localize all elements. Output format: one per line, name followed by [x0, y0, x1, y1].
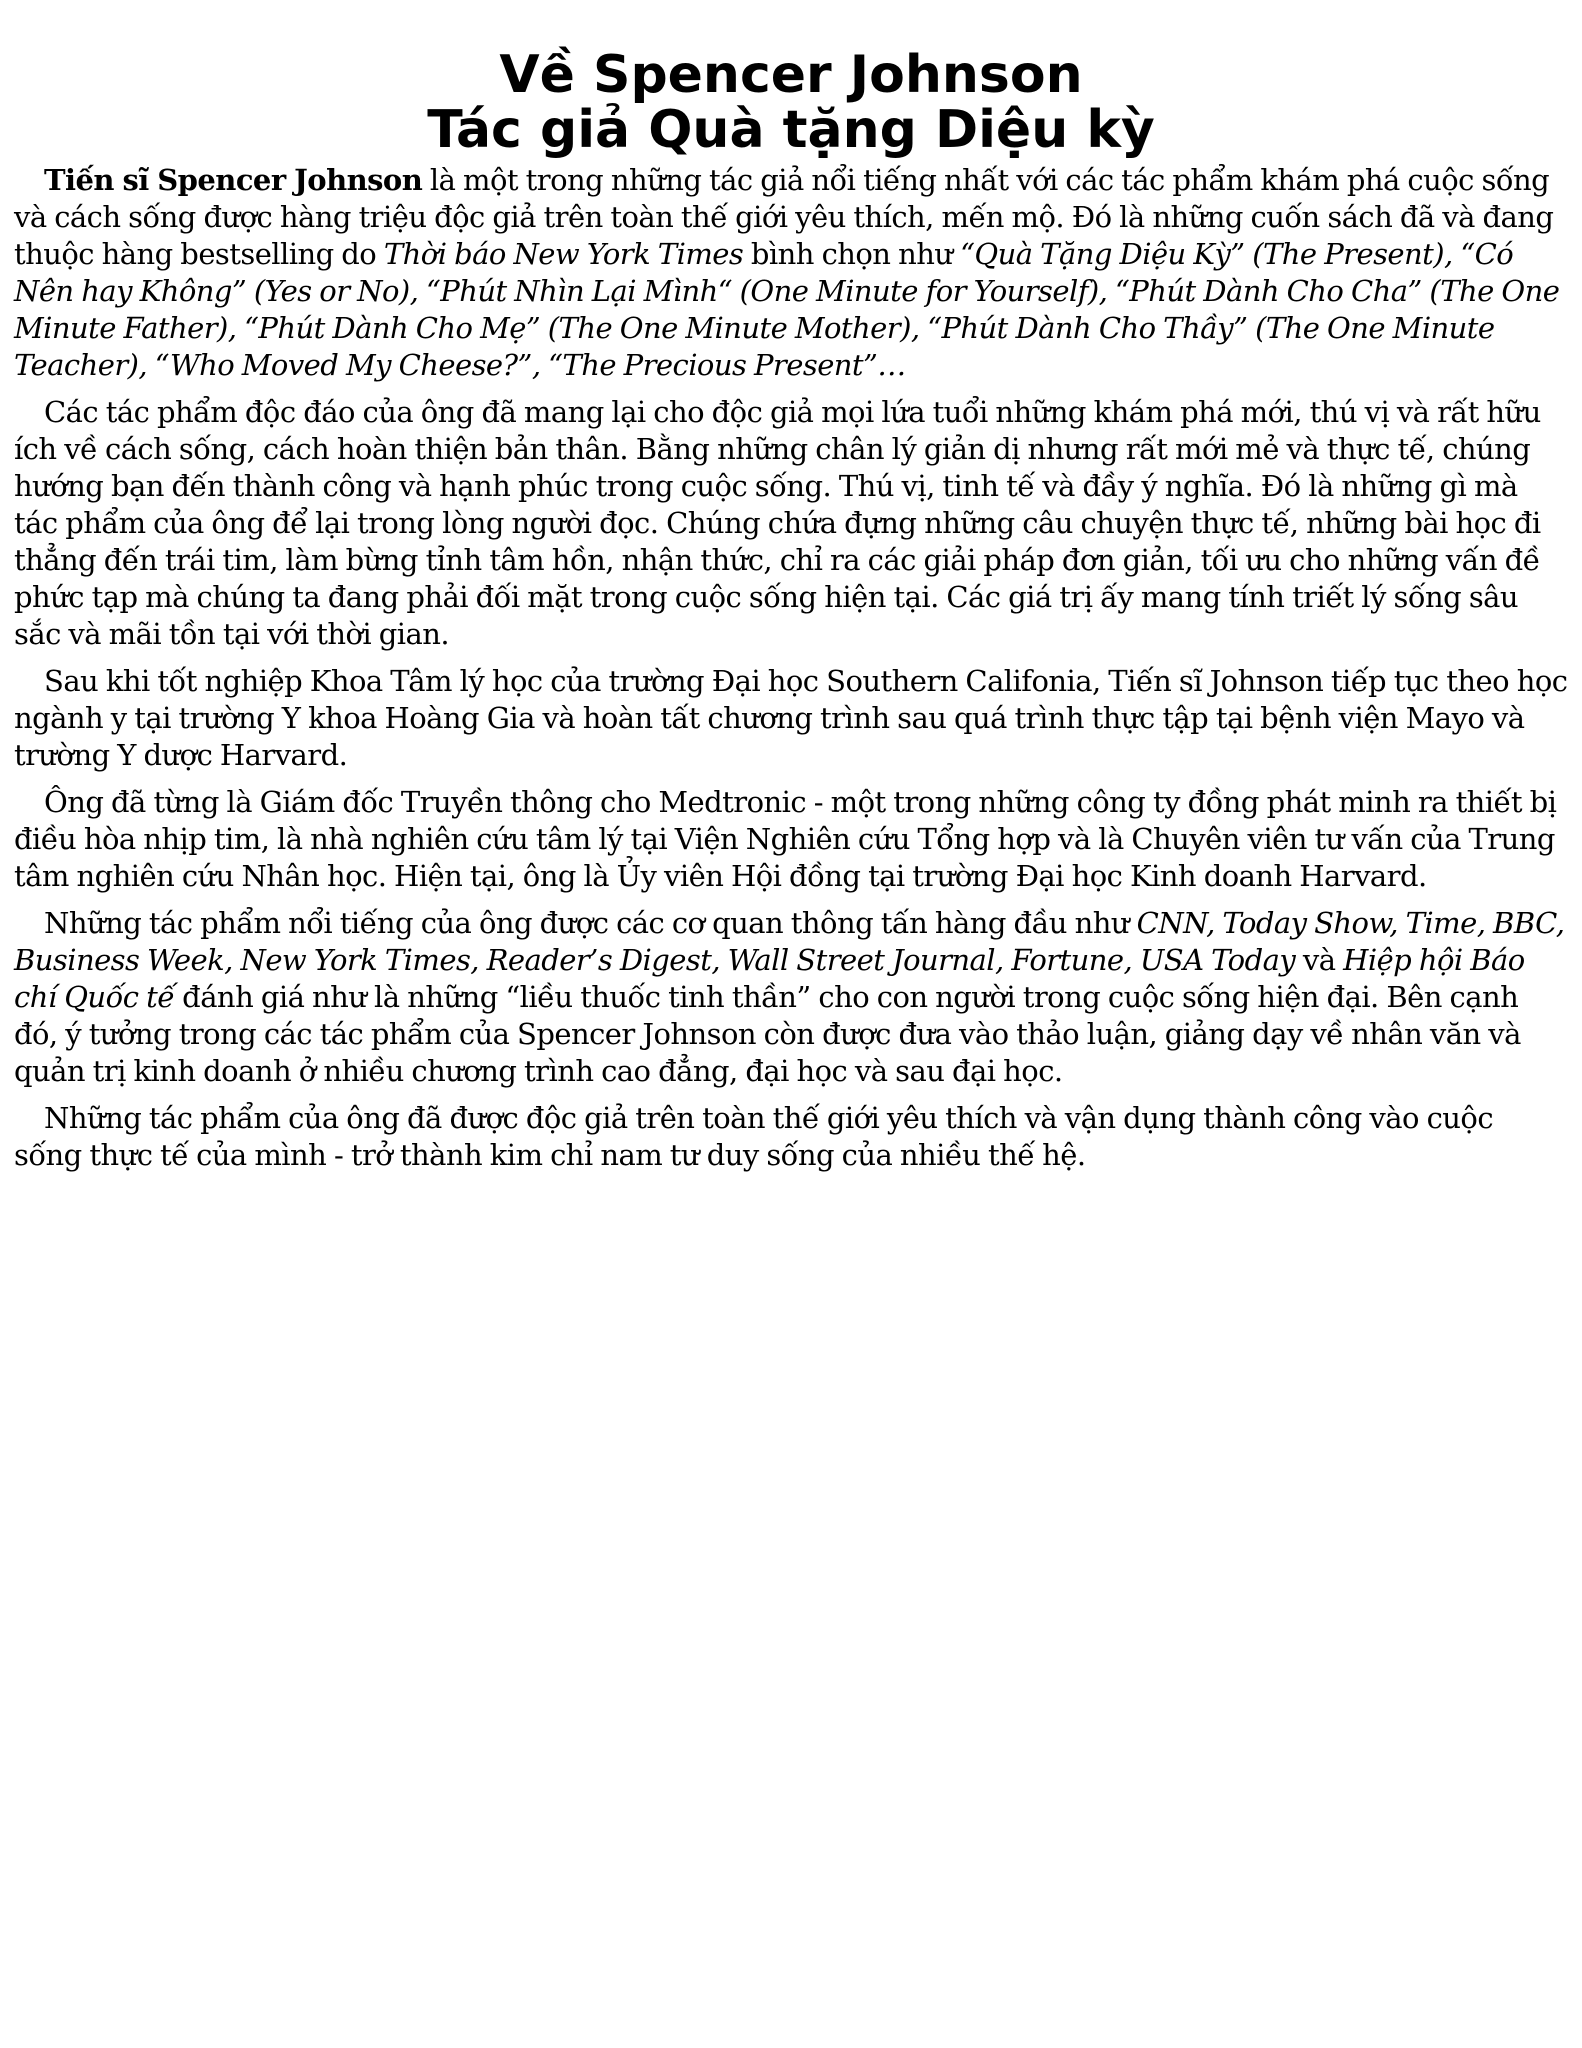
- paragraph-5-text-c: đánh giá như là những “liều thuốc tinh thần” cho con người trong cuộc sống hiện đại. Bên cạnh đó, ý tưởng trong các tác phẩm của Spencer Johnson còn được đưa vào thảo luận, giảng dạy về nhân văn và quản trị kinh doanh ở nhiều chương trình cao đẳng, đại học và sau đại học.: [14, 980, 1521, 1088]
- title-line-1: Về Spencer Johnson: [499, 45, 1083, 105]
- page-title: [14, 45, 1568, 160]
- paragraph-5: [14, 905, 1568, 1090]
- paragraph-1-text-a: là một trong những tác giả nổi tiếng nhất với các tác phẩm khám phá cuộc sống và cách sống được hàng triệu độc giả trên toàn thế giới yêu thích, mến mộ. Đó là những cuốn sách đã và đang thuộc hàng bestselling do: [14, 163, 1554, 271]
- paragraph-5-text-a: Những tác phẩm nổi tiếng của ông được các cơ quan thông tấn hàng đầu như: [44, 906, 1137, 940]
- paragraph-2: Các tác phẩm độc đáo của ông đã mang lại cho độc giả mọi lứa tuổi những khám phá mới, thú vị và rất hữu ích về cách sống, cách hoàn thiện bản thân. Bằng những chân lý giản dị nhưng rất mới mẻ và thực tế, chúng hướng bạn đến thành công và hạnh phúc trong cuộc sống. Thú vị, tinh tế và đầy ý nghĩa. Đó là những gì mà tác phẩm của ông để lại trong lòng người đọc. Chúng chứa đựng những câu chuyện thực tế, những bài học đi thẳng đến trái tim, làm bừng tỉnh tâm hồn, nhận thức, chỉ ra các giải pháp đơn giản, tối ưu cho những vấn đề phức tạp mà chúng ta đang phải đối mặt trong cuộc sống hiện tại. Các giá trị ấy mang tính triết lý sống sâu sắc và mãi tồn tại với thời gian.: [14, 395, 1541, 651]
- author-name: Tiến sĩ Spencer Johnson: [44, 163, 423, 197]
- paragraph-6: Những tác phẩm của ông đã được độc giả trên toàn thế giới yêu thích và vận dụng thành công vào cuộc sống thực tế của mình - trở thành kim chỉ nam tư duy sống của nhiều thế hệ.: [14, 1101, 1494, 1172]
- paragraph-4: Ông đã từng là Giám đốc Truyền thông cho Medtronic - một trong những công ty đồng phát minh ra thiết bị điều hòa nhịp tim, là nhà nghiên cứu tâm lý tại Viện Nghiên cứu Tổng hợp và là Chuyên viên tư vấn của Trung tâm nghiên cứu Nhân học. Hiện tại, ông là Ủy viên Hội đồng tại trường Đại học Kinh doanh Harvard.: [14, 785, 1557, 893]
- book-list: “Quà Tặng Diệu Kỳ” (The Present), “Có Nên hay Không” (Yes or No), “Phút Nhìn Lại Mình“ (One Minute for Yourself), “Phút Dành Cho Cha” (The One Minute Father), “Phút Dành Cho Mẹ” (The One Minute Mother), “Phút Dành Cho Thầy” (The One Minute Teacher), “Who Moved My Cheese?”, “The Precious Present”…: [14, 237, 1560, 382]
- document-page: [14, 45, 1568, 1184]
- newspaper-name: Thời báo New York Times: [383, 237, 744, 271]
- paragraph-5-text-b: và: [1295, 943, 1344, 977]
- article-body: [14, 162, 1568, 1174]
- press-association: Hiệp hội Báo chí Quốc tế: [14, 943, 1525, 1014]
- paragraph-1: [14, 162, 1568, 384]
- paragraph-1-text-b: bình chọn như: [743, 237, 961, 271]
- title-line-2: Tác giả Quà tặng Diệu kỳ: [427, 100, 1155, 160]
- media-list: CNN, Today Show, Time, BBC, Business Week, New York Times, Reader’s Digest, Wall Street Journal, Fortune, USA Today: [14, 906, 1565, 977]
- paragraph-3: Sau khi tốt nghiệp Khoa Tâm lý học của trường Đại học Southern Califonia, Tiến sĩ Johnson tiếp tục theo học ngành y tại trường Y khoa Hoàng Gia và hoàn tất chương trình sau quá trình thực tập tại bệnh viện Mayo và trường Y dược Harvard.: [14, 664, 1568, 772]
